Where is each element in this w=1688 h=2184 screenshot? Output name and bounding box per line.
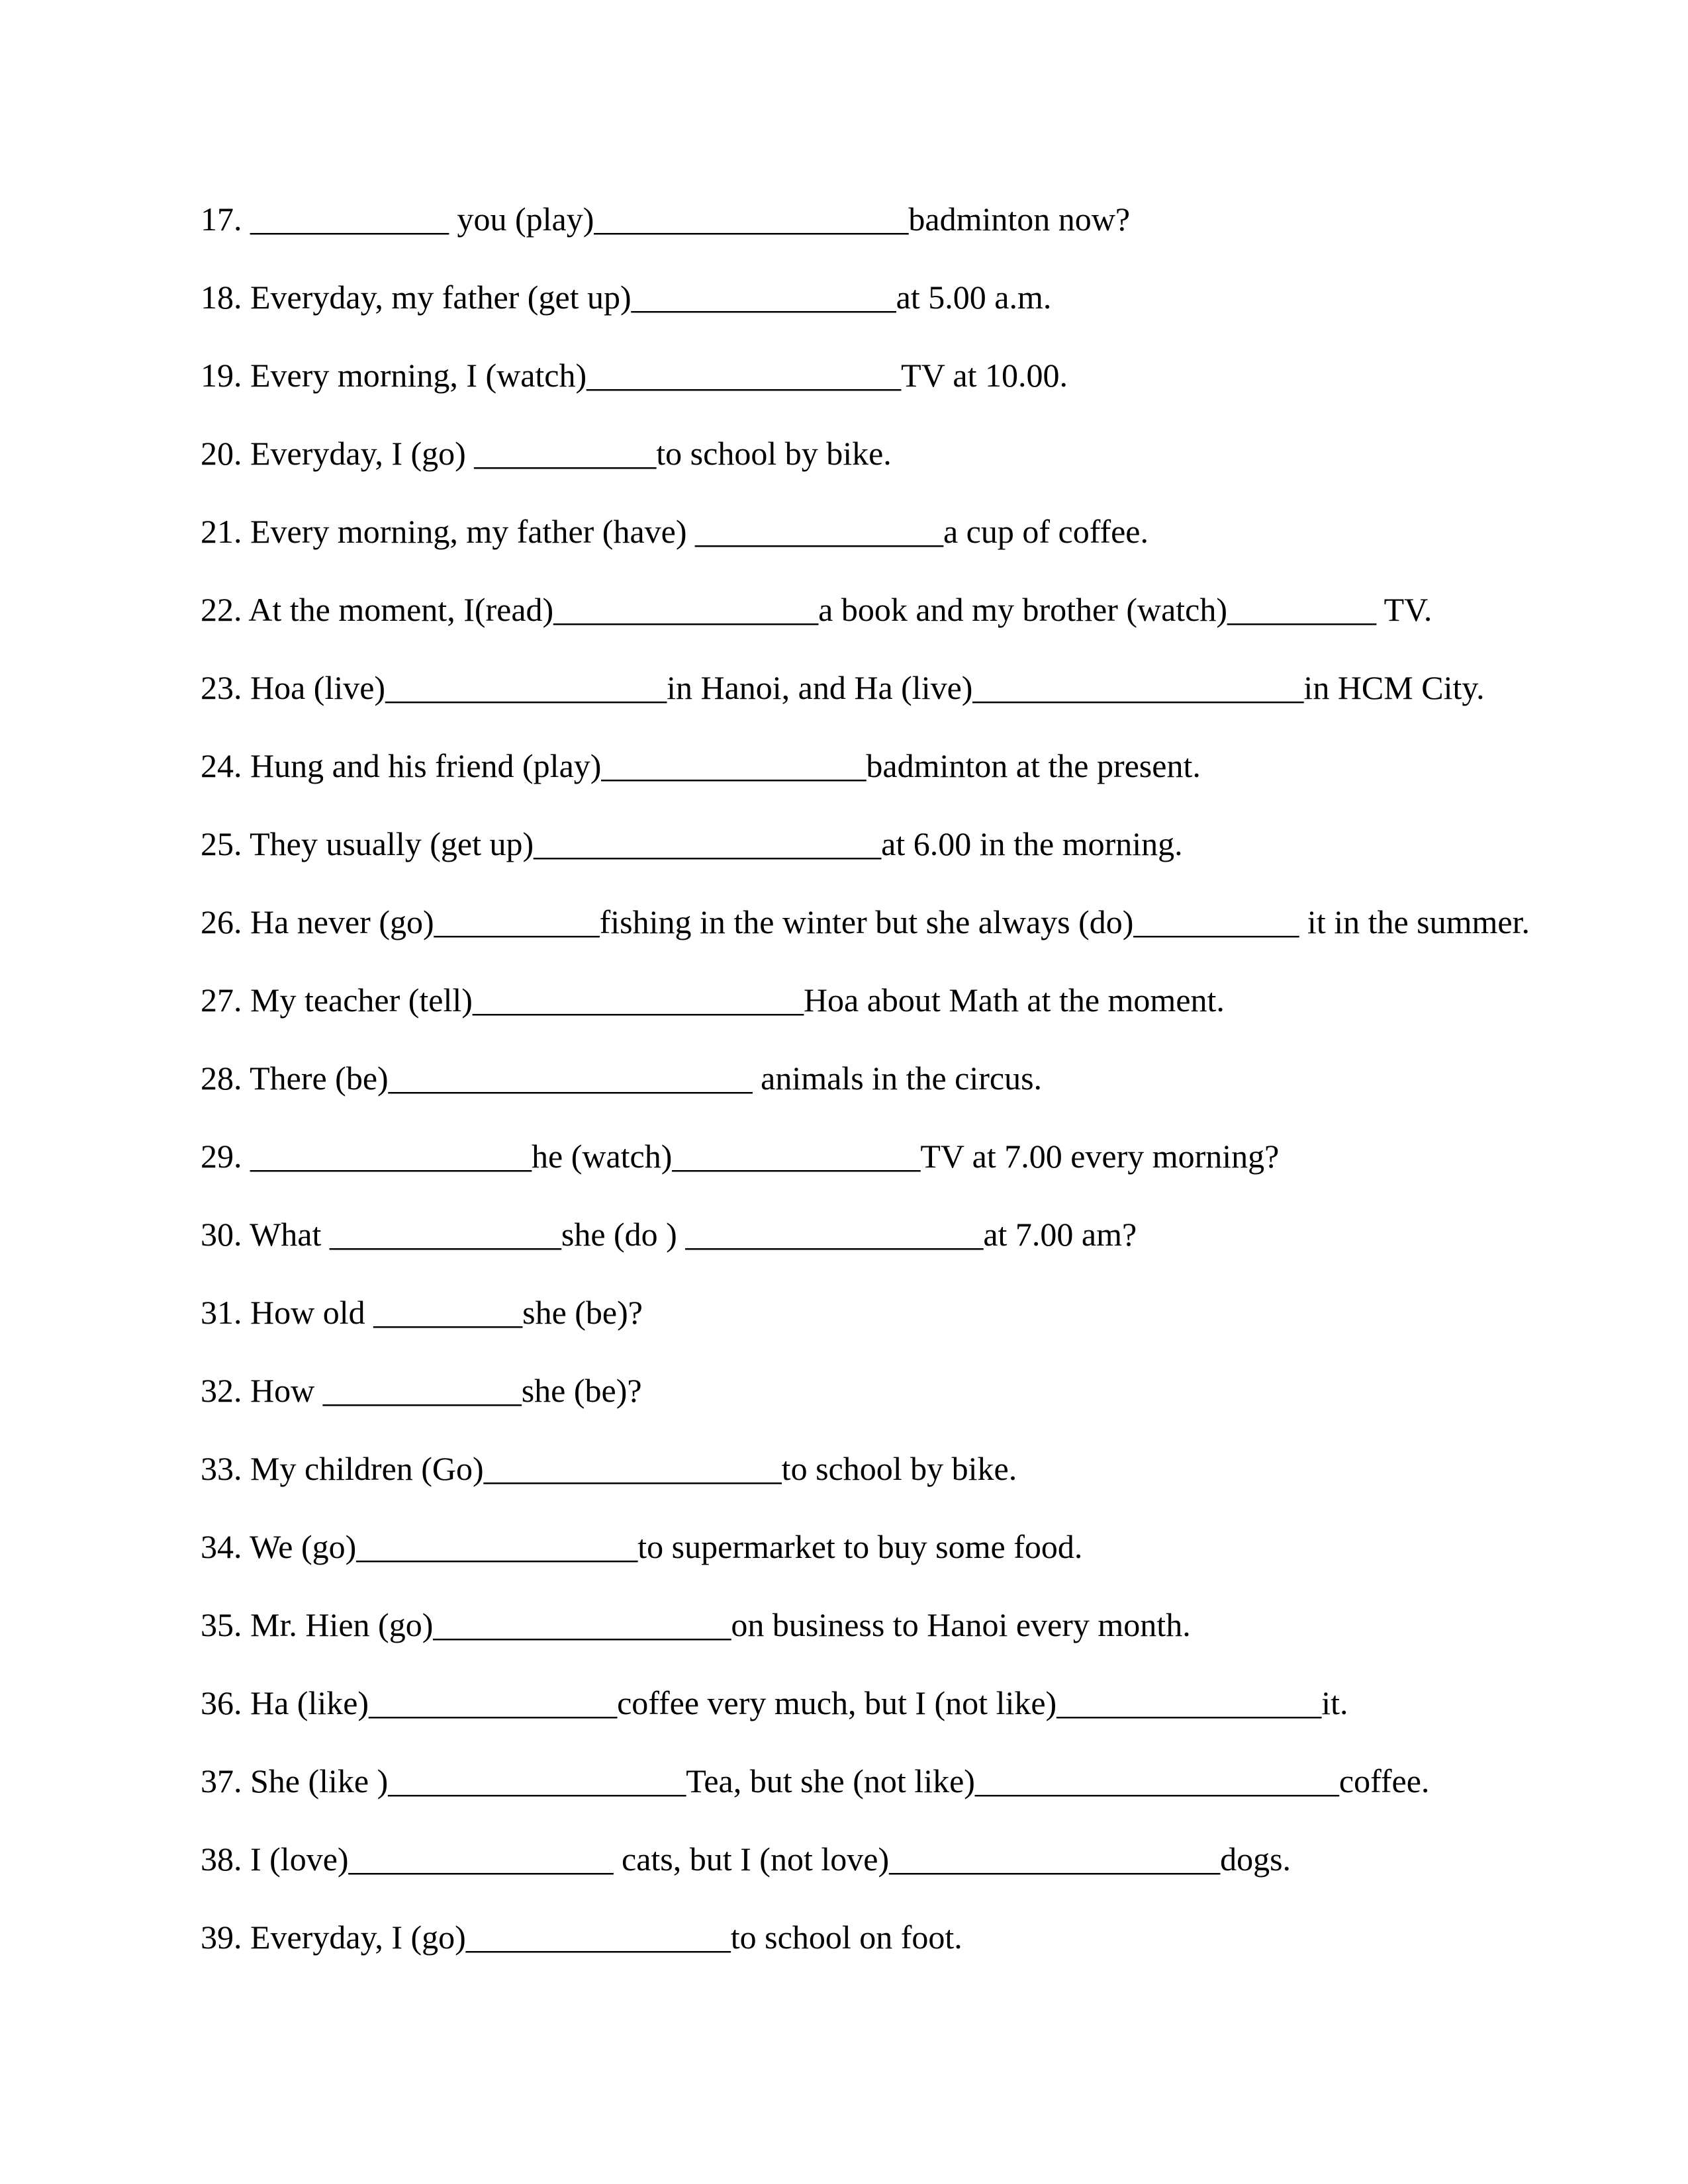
exercise-line-20: 20. Everyday, I (go) ___________to school by bike.: [201, 435, 892, 472]
exercise-line-22: 22. At the moment, I(read)________________a book and my brother (watch)_________ TV.: [201, 591, 1432, 628]
exercise-line-33: 33. My children (Go)__________________to school by bike.: [201, 1450, 1017, 1487]
exercise-line-19: 19. Every morning, I (watch)___________________TV at 10.00.: [201, 357, 1068, 394]
exercise-line-35: 35. Mr. Hien (go)__________________on business to Hanoi every month.: [201, 1606, 1191, 1643]
exercise-line-26: 26. Ha never (go)__________fishing in the winter but she always (do)__________ it in the summer.: [201, 903, 1530, 940]
exercise-line-31: 31. How old _________she (be)?: [201, 1294, 643, 1331]
exercise-line-34: 34. We (go)_________________to supermarket to buy some food.: [201, 1528, 1083, 1565]
exercise-line-21: 21. Every morning, my father (have) _______________a cup of coffee.: [201, 513, 1149, 550]
exercise-line-25: 25. They usually (get up)_____________________at 6.00 in the morning.: [201, 825, 1183, 862]
exercise-line-28: 28. There (be)______________________ animals in the circus.: [201, 1060, 1043, 1097]
exercise-line-18: 18. Everyday, my father (get up)________________at 5.00 a.m.: [201, 279, 1052, 316]
exercise-line-17: 17. ____________ you (play)___________________badminton now?: [201, 201, 1131, 238]
worksheet-exercise-list: [201, 180, 1648, 1976]
exercise-line-24: 24. Hung and his friend (play)________________badminton at the present.: [201, 747, 1201, 784]
exercise-line-37: 37. She (like )__________________Tea, but she (not like)______________________coffee.: [201, 1762, 1430, 1799]
exercise-line-29: 29. _________________he (watch)_______________TV at 7.00 every morning?: [201, 1138, 1280, 1175]
exercise-line-32: 32. How ____________she (be)?: [201, 1372, 642, 1409]
exercise-line-36: 36. Ha (like)_______________coffee very much, but I (not like)________________it.: [201, 1684, 1348, 1721]
exercise-line-27: 27. My teacher (tell)____________________Hoa about Math at the moment.: [201, 981, 1225, 1019]
exercise-line-38: 38. I (love)________________ cats, but I (not love)____________________dogs.: [201, 1841, 1291, 1878]
exercise-line-39: 39. Everyday, I (go)________________to school on foot.: [201, 1919, 962, 1956]
exercise-line-30: 30. What ______________she (do ) __________________at 7.00 am?: [201, 1216, 1137, 1253]
exercise-line-23: 23. Hoa (live)_________________in Hanoi, and Ha (live)____________________in HCM City.: [201, 669, 1485, 706]
